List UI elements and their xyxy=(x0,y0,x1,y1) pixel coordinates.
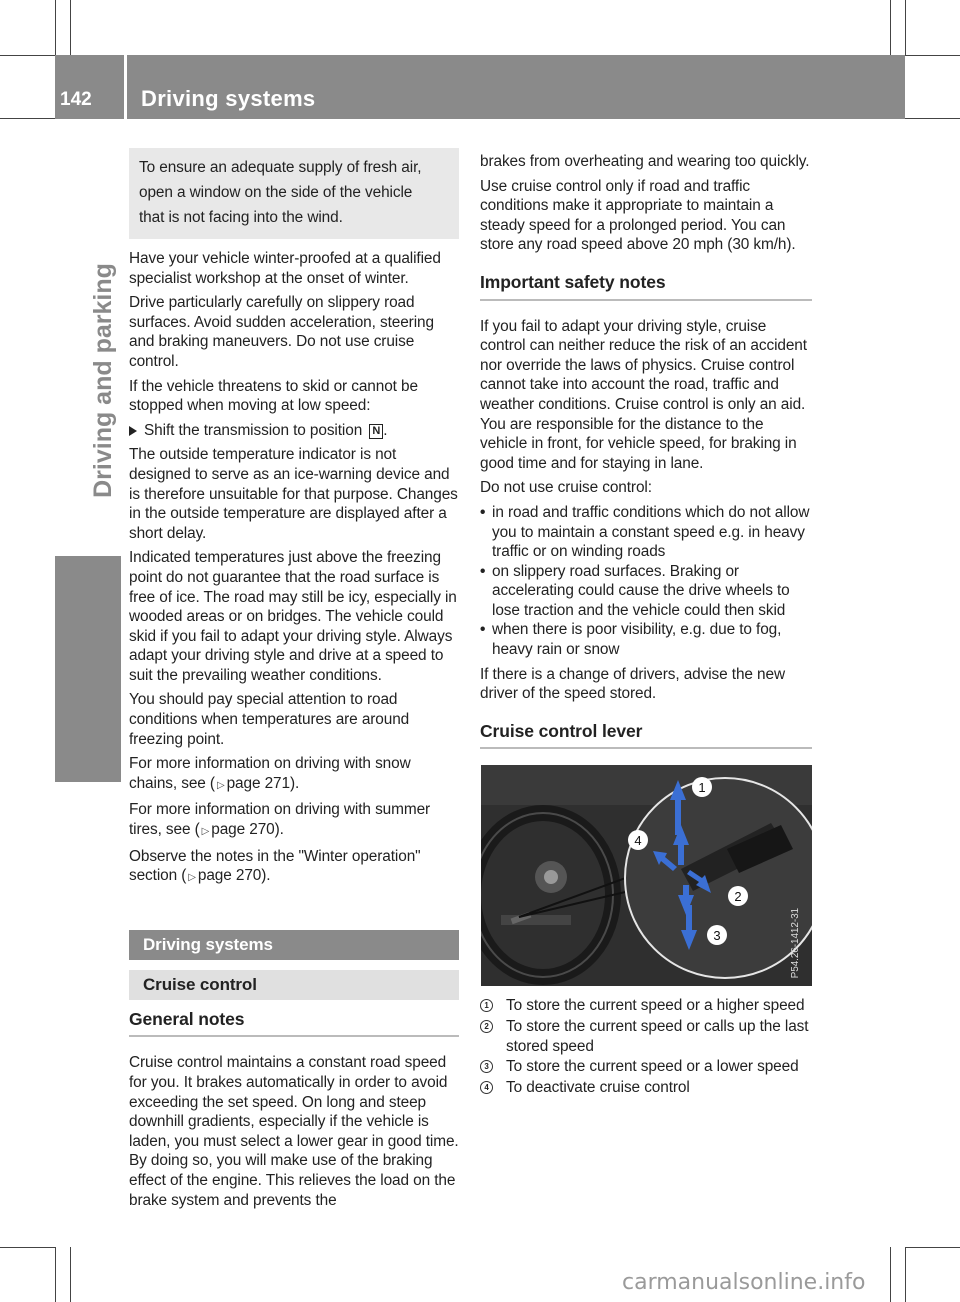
callout-3: 3 xyxy=(713,928,721,944)
callout-2: 2 xyxy=(734,889,742,905)
callout-1: 1 xyxy=(698,780,706,796)
crop-mark xyxy=(890,1247,891,1302)
paragraph: brakes from overheating and wearing too quickly. xyxy=(480,153,810,170)
watermark: carmanualsonline.info xyxy=(622,1270,866,1295)
legend-number: 1 xyxy=(480,999,493,1012)
paragraph-snow-chains: For more information on driving with snow chains, see ( ▷ page 271). xyxy=(129,755,411,792)
header-divider xyxy=(124,55,127,119)
note-line: that is not facing into the wind. xyxy=(139,209,343,226)
crop-mark xyxy=(890,0,891,55)
page-number: 142 xyxy=(60,89,92,110)
bullet-list xyxy=(480,503,812,660)
legend-number: 3 xyxy=(480,1060,493,1073)
crop-mark xyxy=(905,55,960,56)
crop-mark xyxy=(70,1247,71,1302)
side-tab-marker xyxy=(55,556,121,782)
callout-4: 4 xyxy=(634,833,642,849)
step-text: Shift the transmission to position xyxy=(144,421,363,439)
figure-code: P54.26-1412-31 xyxy=(790,908,802,979)
paragraph: Cruise control maintains a constant road speed for you. It brakes automatically in order to avoid exceeding the set speed. On long and steep downhill gradients, especially if the vehicle is laden, you must select a lower gear in good time. By doing so, you will make use of the braking effect of the engine. This relieves the load on the brake system and prevents the xyxy=(129,1054,459,1209)
cruise-control-lever-figure xyxy=(481,765,812,986)
paragraph-summer-tires: For more information on driving with summer tires, see ( ▷ page 270). xyxy=(129,801,431,839)
list-item: • in road and traffic conditions which do not allow you to maintain a constant speed e.g. in heavy traffic or on winding roads xyxy=(480,503,812,562)
crop-mark xyxy=(905,118,960,119)
legend-item xyxy=(480,1057,812,1077)
paragraph: Indicated temperatures just above the freezing point do not guarantee that the road surface is free of ice. The road may still be icy, especially in wooded areas or on bridges. The vehicle could skid if you fail to adapt your driving style. Always adapt your driving style and drive at a speed to suit the prevailing weather conditions. xyxy=(129,549,457,684)
legend-text: To store the current speed or calls up the last stored speed xyxy=(506,1018,809,1055)
paragraph: If the vehicle threatens to skid or cannot be stopped when moving at low speed: xyxy=(129,377,418,415)
right-column xyxy=(480,152,812,1098)
crop-mark xyxy=(55,0,56,55)
left-column xyxy=(129,148,459,1215)
crop-mark xyxy=(905,0,906,55)
paragraph: If there is a change of drivers, advise the new driver of the speed stored. xyxy=(480,665,785,703)
instruction-step xyxy=(129,421,459,441)
list-item: • on slippery road surfaces. Braking or accelerating could cause the drive wheels to lose traction and the vehicle could then skid xyxy=(480,562,812,621)
legend-item xyxy=(480,1017,812,1056)
legend-number: 4 xyxy=(480,1081,493,1094)
crop-mark xyxy=(0,118,55,119)
note-line: To ensure an adequate supply of fresh air, xyxy=(139,159,422,176)
crop-mark xyxy=(905,1247,960,1248)
paragraph: Have your vehicle winter-proofed at a qualified specialist workshop at the onset of winter. xyxy=(129,250,441,287)
section-heading: Cruise control lever xyxy=(480,722,812,750)
page-title: Driving systems xyxy=(141,86,316,111)
page-ref-link[interactable]: page 270 xyxy=(211,821,275,839)
legend-item xyxy=(480,1078,812,1098)
list-item: • when there is poor visibility, e.g. due to fog, heavy rain or snow xyxy=(480,620,812,659)
legend-text: To store the current speed or a lower speed xyxy=(506,1058,799,1076)
note-line: open a window on the side of the vehicle xyxy=(139,184,413,201)
paragraph: Do not use cruise control: xyxy=(480,479,652,497)
note-box xyxy=(129,148,459,239)
paragraph: Drive particularly carefully on slippery road surfaces. Avoid sudden acceleration, steering and braking maneuvers. Do not use cruise control. xyxy=(129,294,434,370)
step-end: . xyxy=(383,421,388,439)
crop-mark xyxy=(0,1247,55,1248)
legend-number: 2 xyxy=(480,1020,493,1033)
crop-mark xyxy=(0,55,55,56)
side-section-label xyxy=(88,210,118,550)
page-ref-link[interactable]: page 271 xyxy=(226,774,290,792)
subsection-banner: Cruise control xyxy=(129,970,459,1000)
legend-text: To deactivate cruise control xyxy=(506,1078,690,1096)
paragraph: If you fail to adapt your driving style, cruise control can neither reduce the risk of an accident nor override the laws of physics. Cruise control cannot take into account the road, traffic and weather conditions. Cruise control is only an aid. You are responsible for the distance to the vehicle in front, for vehicle speed, for braking in good time and for staying in lane. xyxy=(480,317,807,472)
legend-text: To store the current speed or a higher speed xyxy=(506,997,805,1015)
page-ref-arrow-icon: ▷ xyxy=(201,826,210,838)
paragraph: The outside temperature indicator is not designed to serve as an ice-warning device and is therefore unsuitable for that purpose. Changes in the outside temperature are displayed after a short delay. xyxy=(129,446,458,542)
figure-legend xyxy=(480,996,812,1097)
page-ref-link[interactable]: page 270 xyxy=(197,867,262,885)
section-heading: Important safety notes xyxy=(480,273,812,301)
paragraph: You should pay special attention to road conditions when temperatures are around freezing point. xyxy=(129,691,410,748)
page-ref-arrow-icon: ▷ xyxy=(188,872,196,884)
section-heading: General notes xyxy=(129,1010,459,1038)
crop-mark xyxy=(55,1247,56,1302)
side-section-label-text: Driving and parking xyxy=(88,262,117,498)
section-banner: Driving systems xyxy=(129,930,459,960)
paragraph-winter-operation: Observe the notes in the "Winter operation" section ( ▷ page 270). xyxy=(129,847,421,885)
legend-item xyxy=(480,996,812,1016)
crop-mark xyxy=(905,1247,906,1302)
step-arrow-icon xyxy=(129,426,137,436)
paragraph: Use cruise control only if road and traffic conditions make it appropriate to maintain a steady speed for a prolonged period. You can store any road speed above 20 mph (30 km/h). xyxy=(480,177,796,254)
crop-mark xyxy=(70,0,71,55)
gear-n-symbol: N xyxy=(369,424,383,439)
page-ref-arrow-icon: ▷ xyxy=(216,779,225,791)
figure-illustration xyxy=(481,765,812,986)
